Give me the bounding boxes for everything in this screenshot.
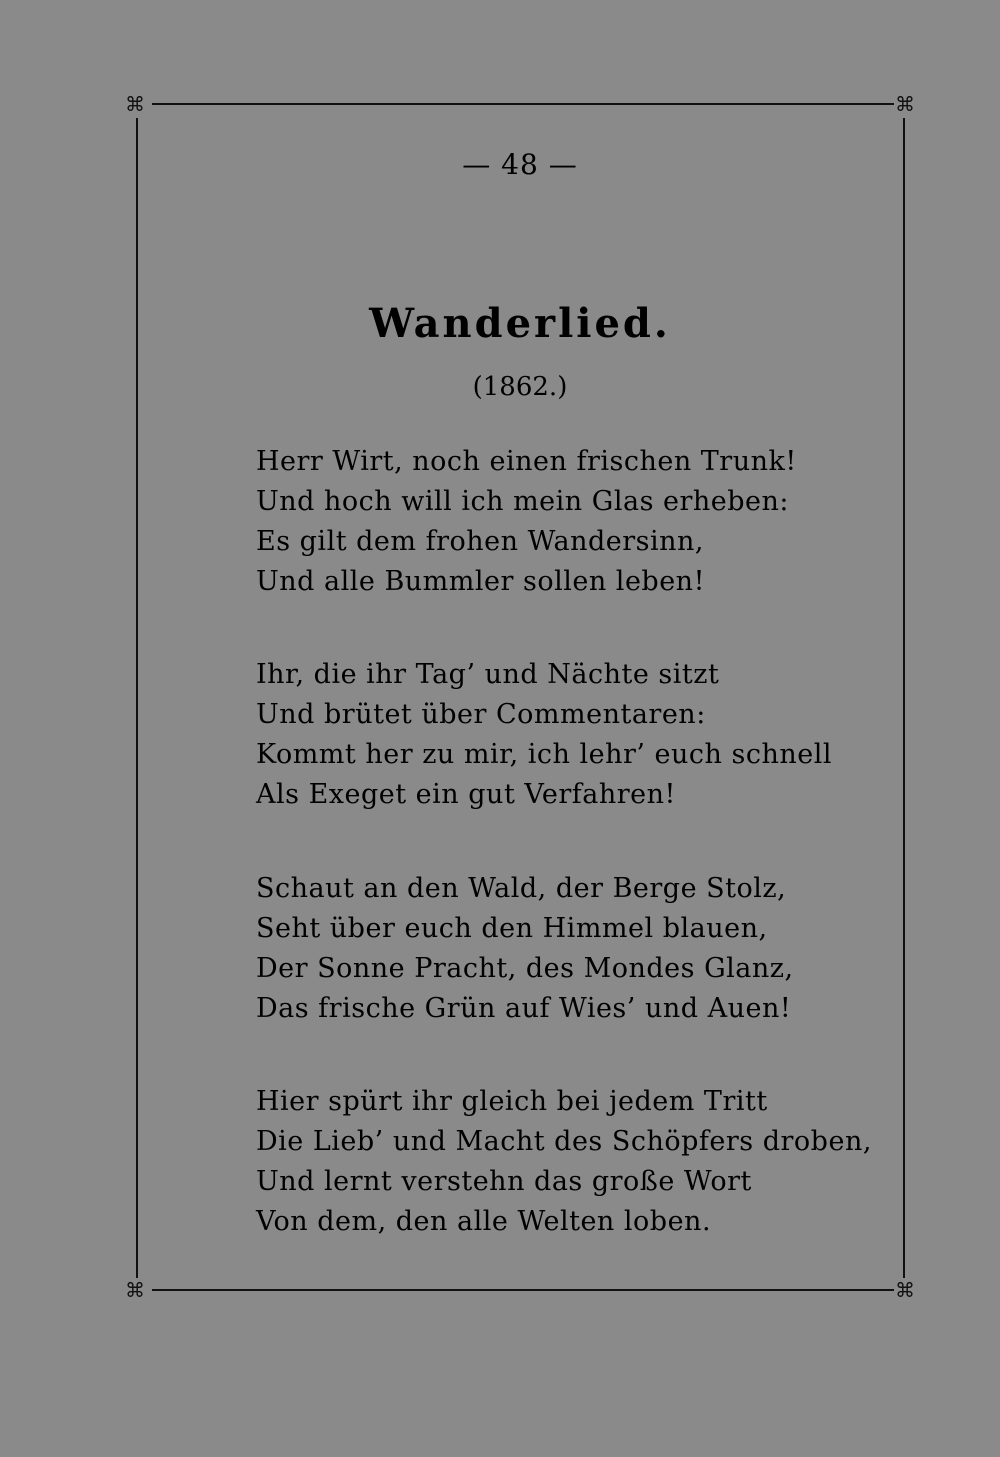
verse-line: Und hoch will ich mein Glas erheben: — [256, 486, 790, 517]
knot-ornament-icon: ⌘ — [125, 92, 145, 116]
knot-ornament-icon: ⌘ — [895, 1278, 915, 1302]
stanza-3 — [256, 869, 794, 1029]
verse-line: Hier spürt ihr gleich bei jedem Tritt — [256, 1086, 768, 1117]
poem-title: Wanderlied. — [369, 300, 671, 347]
stanza-4 — [256, 1082, 872, 1242]
poem-year: (1862.) — [472, 372, 568, 402]
verse-line: Die Lieb’ und Macht des Schöpfers droben, — [256, 1126, 872, 1157]
verse-line: Herr Wirt, noch einen frischen Trunk! — [256, 446, 797, 477]
verse-line: Und alle Bummler sollen leben! — [256, 566, 705, 597]
verse-line: Der Sonne Pracht, des Mondes Glanz, — [256, 953, 794, 984]
page-number: — 48 — — [462, 148, 578, 181]
stanza-2 — [256, 655, 832, 815]
knot-ornament-icon: ⌘ — [895, 92, 915, 116]
verse-line: Seht über euch den Himmel blauen, — [256, 913, 768, 944]
frame-left-rule — [136, 118, 138, 1278]
frame-bottom-rule — [152, 1289, 894, 1291]
verse-line: Und brütet über Commentaren: — [256, 699, 706, 730]
verse-line: Es gilt dem frohen Wandersinn, — [256, 526, 704, 557]
verse-line: Kommt her zu mir, ich lehr’ euch schnell — [256, 739, 833, 770]
stanza-1 — [256, 442, 797, 602]
verse-line: Ihr, die ihr Tag’ und Nächte sitzt — [256, 659, 720, 690]
verse-line: Von dem, den alle Welten loben. — [256, 1206, 712, 1237]
frame-top-rule — [152, 103, 894, 105]
verse-line: Das frische Grün auf Wies’ und Auen! — [256, 993, 792, 1024]
frame-right-rule — [903, 118, 905, 1278]
verse-line: Schaut an den Wald, der Berge Stolz, — [256, 873, 787, 904]
verse-line: Und lernt verstehn das große Wort — [256, 1166, 752, 1197]
verse-line: Als Exeget ein gut Verfahren! — [256, 779, 676, 810]
knot-ornament-icon: ⌘ — [125, 1278, 145, 1302]
